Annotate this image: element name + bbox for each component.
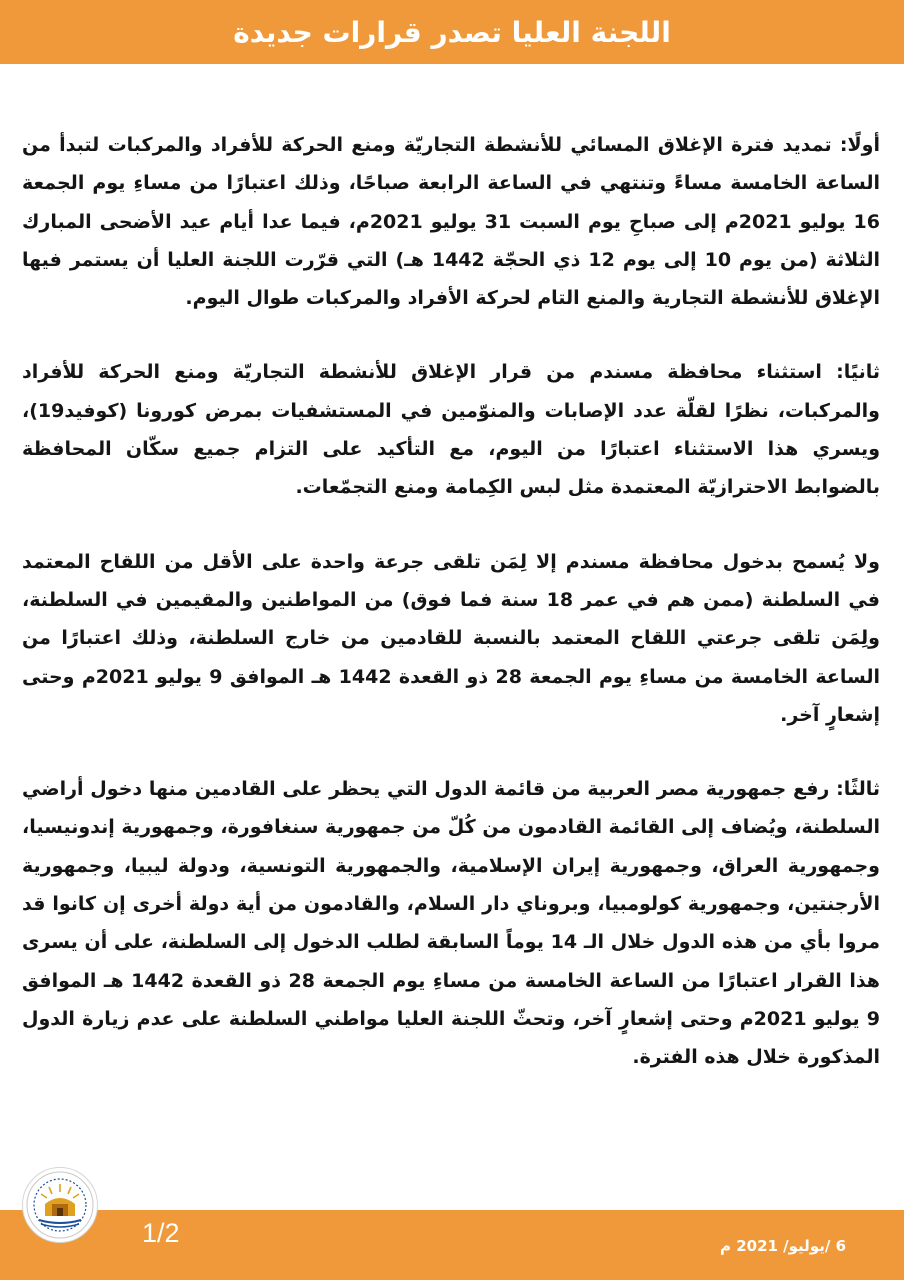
seal-emblem-graphic [25,1170,95,1240]
decisions-body [22,126,880,1113]
header-banner [0,0,904,64]
seal-emblem-icon [22,1167,98,1243]
decision-paragraph-1: أولًا: تمديد فترة الإغلاق المسائي للأنشطة التجاريّة ومنع الحركة للأفراد والمركبات لتبدأ من الساعة الخامسة مساءً وتنتهي في الساعة الرابعة صباحًا، وذلك اعتبارًا من مساءِ يوم الجمعة 16 يوليو 2021م إلى صباحِ يوم السبت 31 يوليو 2021م، فيما عدا أيام عيد الأضحى المبارك الثلاثة (من يوم 10 إلى يوم 12 ذي الحجّة 1442 هـ) التي قرّرت اللجنة العليا أن يستمر فيها الإغلاق للأنشطة التجارية والمنع التام لحركة الأفراد والمركبات طوال اليوم. [22,134,880,310]
footer-date: 6 /يوليو/ 2021 م [719,1237,846,1255]
page-number: 1/2 [142,1218,180,1248]
decision-paragraph-3: ولا يُسمح بدخول محافظة مسندم إلا لِمَن تلقى جرعة واحدة على الأقل من اللقاح المعتمد في السلطنة (ممن هم في عمر 18 سنة فما فوق) من المواطنين والمقيمين في السلطنة، ولِمَن تلقى جرعتي اللقاح المعتمد بالنسبة للقادمين من خارج السلطنة، وذلك اعتبارًا من الساعة الخامسة من مساءِ يوم الجمعة 28 ذو القعدة 1442 هـ الموافق 9 يوليو 2021م وحتى إشعارٍ آخر. [22,550,880,726]
decision-paragraph-4: ثالثًا: رفع جمهورية مصر العربية من قائمة الدول التي يحظر على القادمين منها دخول أراضي السلطنة، ويُضاف إلى القائمة القادمون من كُلّ من جمهورية سنغافورة، وجمهورية إندونيسيا، وجمهورية العراق، وجمهورية إيران الإسلامية، والجمهورية التونسية، ودولة ليبيا، وجمهورية الأرجنتين، وجمهورية كولومبيا، وبروناي دار السلام، والقادمون من أية دولة أخرى إن كانوا قد مروا بأي من هذه الدول خلال الـ 14 يوماً السابقة لطلب الدخول إلى السلطنة، على أن يسرى هذا القرار اعتبارًا من الساعة الخامسة من مساءِ يوم الجمعة 28 ذو القعدة 1442 هـ الموافق 9 يوليو 2021م وحتى إشعارٍ آخر، وتحثّ اللجنة العليا مواطني السلطنة على عدم زيارة الدول المذكورة خلال هذه الفترة. [22,778,881,1069]
decision-paragraph-2: ثانيًا: استثناء محافظة مسندم من قرار الإغلاق للأنشطة التجاريّة ومنع الحركة للأفراد والمركبات، نظرًا لقلّة عدد الإصابات والمنوّمين في المستشفيات بمرض كورونا (كوفيد19)، ويسري هذا الاستثناء اعتبارًا من اليوم، مع التأكيد على التزام جميع سكّان المحافظة بالضوابط الاحترازيّة المعتمدة مثل لبس الكِمامة ومنع التجمّعات. [22,361,880,499]
page-title: اللجنة العليا تصدر قرارات جديدة [233,15,671,49]
